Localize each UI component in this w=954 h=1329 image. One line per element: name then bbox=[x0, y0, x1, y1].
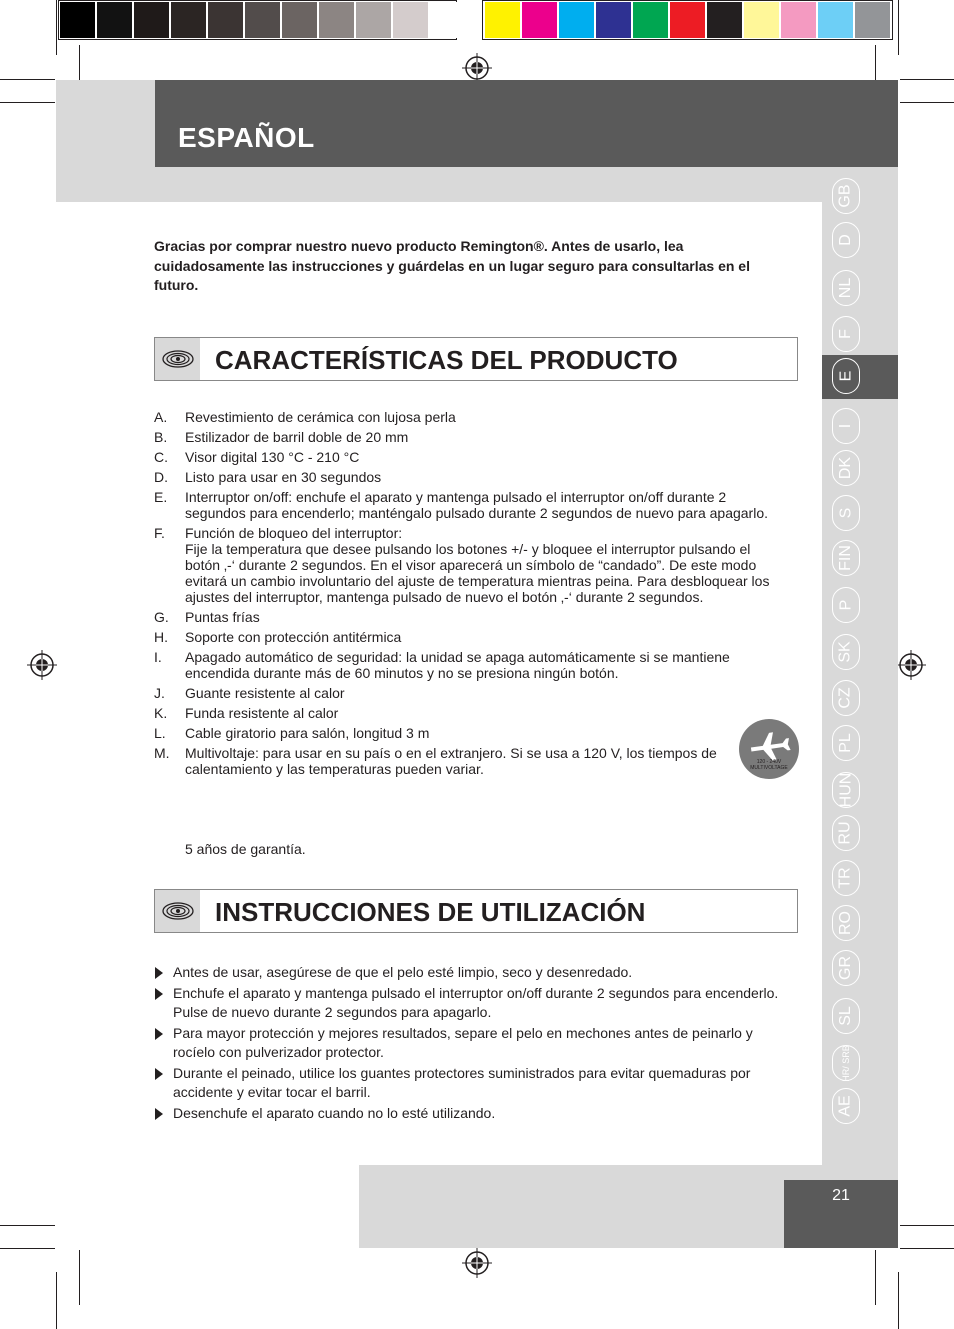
feature-text: Función de bloqueo del interruptor: Fije la temperatura que desee pulsando los botones +/- y bloquee el interruptor pulsando el botón ‚-‘ durante 2 segundos. En el visor aparecerá un símbolo de “candado”. De este modo evitará un cambio involuntario del ajuste de temperatura mientras peina. Para desbloquear los ajustes del interruptor, mantenga pulsado de nuevo el botón ‚-‘ durante 2 segundos. bbox=[185, 525, 770, 605]
language-tab-label: FIN bbox=[837, 545, 854, 571]
feature-item bbox=[154, 745, 774, 777]
language-tab-label: HUN bbox=[837, 772, 855, 808]
feature-item bbox=[154, 725, 774, 741]
language-tab-label: GR bbox=[837, 956, 854, 980]
feature-letter: A. bbox=[154, 409, 168, 425]
grey-swatch bbox=[430, 2, 465, 38]
feature-letter: L. bbox=[154, 725, 166, 741]
feature-text: Cable giratorio para salón, longitud 3 m bbox=[185, 725, 430, 741]
usage-step bbox=[155, 963, 780, 982]
features-title: CARACTERÍSTICAS DEL PRODUCTO bbox=[215, 345, 678, 375]
language-tab-label: RO bbox=[837, 911, 854, 935]
color-swatch bbox=[855, 2, 890, 38]
page-number: 21 bbox=[832, 1187, 850, 1204]
usage-step bbox=[155, 1104, 780, 1123]
bullet-arrow-icon bbox=[155, 988, 163, 1000]
language-tab-label: NL bbox=[836, 277, 854, 299]
language-tab-hun[interactable] bbox=[832, 772, 860, 808]
intro-paragraph: Gracias por comprar nuestro nuevo producto Remington®. Antes de usarlo, lea cuidadosamente las instrucciones y guárdelas en un lugar seguro para consultarlas en el futuro. bbox=[154, 238, 750, 293]
grey-swatch bbox=[97, 2, 132, 38]
grey-swatch bbox=[60, 2, 95, 38]
grey-swatch bbox=[319, 2, 354, 38]
crop-mark bbox=[898, 1272, 899, 1329]
feature-item bbox=[154, 409, 774, 425]
language-tab-label: E bbox=[836, 370, 854, 382]
language-tab-label: S bbox=[836, 507, 854, 519]
language-tab-s[interactable] bbox=[832, 495, 860, 531]
language-tab-label: SK bbox=[837, 641, 854, 663]
eye-icon bbox=[155, 338, 200, 380]
bullet-arrow-icon bbox=[155, 967, 163, 979]
grey-swatch bbox=[282, 2, 317, 38]
crop-mark bbox=[898, 0, 899, 55]
feature-item bbox=[154, 705, 774, 721]
feature-text: Estilizador de barril doble de 20 mm bbox=[185, 429, 409, 445]
language-tab-label: DK bbox=[836, 456, 854, 480]
language-tab-e[interactable] bbox=[832, 358, 860, 394]
feature-item bbox=[154, 449, 774, 465]
feature-item bbox=[154, 629, 774, 645]
feature-text: Guante resistente al calor bbox=[185, 685, 345, 701]
bullet-arrow-icon bbox=[155, 1068, 163, 1080]
crop-mark bbox=[0, 79, 55, 80]
usage-section-header bbox=[154, 889, 798, 933]
crop-mark bbox=[900, 1225, 954, 1226]
feature-letter: I. bbox=[154, 649, 162, 665]
features-list bbox=[154, 409, 774, 781]
color-swatch bbox=[670, 2, 705, 38]
usage-step bbox=[155, 984, 780, 1022]
language-tab-gr[interactable] bbox=[832, 950, 860, 986]
grey-swatch bbox=[245, 2, 280, 38]
crop-mark bbox=[56, 1272, 57, 1329]
crop-mark bbox=[79, 1250, 80, 1305]
feature-item bbox=[154, 649, 774, 681]
feature-letter: G. bbox=[154, 609, 169, 625]
language-tab-label: F bbox=[837, 329, 854, 339]
registration-target-icon bbox=[27, 650, 57, 680]
usage-step-text: Para mayor protección y mejores resultados, separe el pelo en mechones antes de peinarlo y rocíelo con pulverizador protector. bbox=[173, 1025, 753, 1060]
multivoltage-badge bbox=[739, 719, 799, 779]
language-tab-pl[interactable] bbox=[832, 725, 860, 761]
feature-text: Multivoltaje: para usar en su país o en el extranjero. Si se usa a 120 V, los tiempos de calentamiento y las temperaturas pueden variar. bbox=[185, 745, 717, 777]
language-tab-cz[interactable] bbox=[832, 680, 860, 716]
feature-text: Visor digital 130 °C - 210 °C bbox=[185, 449, 360, 465]
eye-icon bbox=[155, 890, 200, 932]
feature-item bbox=[154, 525, 774, 605]
feature-letter: C. bbox=[154, 449, 168, 465]
feature-text: Funda resistente al calor bbox=[185, 705, 339, 721]
language-tab-label: TR bbox=[836, 867, 854, 889]
crop-mark bbox=[875, 1250, 876, 1305]
grey-swatch bbox=[171, 2, 206, 38]
feature-letter: J. bbox=[154, 685, 165, 701]
feature-text: Soporte con protección antitérmica bbox=[185, 629, 402, 645]
language-tab-ru[interactable] bbox=[832, 815, 860, 851]
feature-item bbox=[154, 609, 774, 625]
color-swatch bbox=[596, 2, 631, 38]
language-tab-label: CZ bbox=[836, 687, 854, 709]
usage-step bbox=[155, 1064, 780, 1102]
language-tab-ro[interactable] bbox=[832, 905, 860, 941]
feature-letter: D. bbox=[154, 469, 168, 485]
bullet-arrow-icon bbox=[155, 1028, 163, 1040]
usage-step-text: Enchufe el aparato y mantenga pulsado el interruptor on/off durante 2 segundos para encenderlo. Pulse de nuevo durante 2 segundos para apagarlo. bbox=[173, 985, 779, 1020]
feature-text: Apagado automático de seguridad: la unidad se apaga automáticamente si se mantiene encendida durante más de 60 minutos y no se presiona ningún botón. bbox=[185, 649, 730, 681]
feature-text: Listo para usar en 30 segundos bbox=[185, 469, 382, 485]
registration-target-icon bbox=[896, 650, 926, 680]
color-swatch bbox=[633, 2, 668, 38]
language-tab-p[interactable] bbox=[832, 587, 860, 623]
language-tab-label: AE bbox=[837, 1095, 854, 1117]
language-tab-d[interactable] bbox=[832, 222, 860, 258]
usage-steps-list bbox=[155, 963, 780, 1125]
color-swatch bbox=[707, 2, 742, 38]
feature-letter: B. bbox=[154, 429, 168, 445]
language-tab-sk[interactable] bbox=[832, 634, 860, 670]
feature-text: Interruptor on/off: enchufe el aparato y mantenga pulsado el interruptor on/off durante 2 segundos para encenderlo; manténgalo pulsado durante 2 segundos de nuevo para apagarlo. bbox=[185, 489, 768, 521]
feature-text: Revestimiento de cerámica con lujosa perla bbox=[185, 409, 456, 425]
usage-step-text: Desenchufe el aparato cuando no lo esté utilizando. bbox=[173, 1105, 496, 1121]
color-swatch bbox=[744, 2, 779, 38]
grey-swatch bbox=[134, 2, 169, 38]
language-tab-f[interactable] bbox=[832, 316, 860, 352]
grey-swatch bbox=[208, 2, 243, 38]
grey-swatch bbox=[393, 2, 428, 38]
crop-mark bbox=[0, 1248, 55, 1249]
feature-letter: M. bbox=[154, 745, 170, 761]
color-swatch bbox=[522, 2, 557, 38]
feature-item bbox=[154, 429, 774, 445]
language-tab-label: P bbox=[836, 599, 854, 611]
multivoltage-label: 120 - 240V MULTIVOLTAGE bbox=[750, 759, 788, 771]
usage-step-text: Antes de usar, asegúrese de que el pelo esté limpio, seco y desenredado. bbox=[173, 964, 633, 980]
color-swatch bbox=[781, 2, 816, 38]
language-tab-ae[interactable] bbox=[832, 1088, 860, 1124]
language-tab-tr[interactable] bbox=[832, 860, 860, 896]
feature-item bbox=[154, 685, 774, 701]
features-section-header bbox=[154, 337, 798, 381]
crop-mark bbox=[0, 1225, 55, 1226]
crop-mark bbox=[900, 79, 954, 80]
language-tab-label: RU bbox=[836, 821, 854, 845]
warranty-text: 5 años de garantía. bbox=[185, 841, 306, 857]
language-tab-dk[interactable] bbox=[832, 450, 860, 486]
feature-item bbox=[154, 489, 774, 521]
language-tab-label: GB bbox=[837, 184, 854, 208]
usage-title: INSTRUCCIONES DE UTILIZACIÓN bbox=[215, 897, 646, 927]
language-tab-nl[interactable] bbox=[832, 270, 860, 306]
registration-target-icon bbox=[462, 53, 492, 83]
color-swatch bbox=[559, 2, 594, 38]
language-tab-i[interactable] bbox=[832, 408, 860, 444]
feature-item bbox=[154, 469, 774, 485]
language-tab-hrsrb[interactable] bbox=[832, 1045, 860, 1081]
bullet-arrow-icon bbox=[155, 1108, 163, 1120]
feature-letter: K. bbox=[154, 705, 168, 721]
feature-text: Puntas frías bbox=[185, 609, 260, 625]
language-tab-fin[interactable] bbox=[832, 540, 860, 576]
language-tab-label: HR/ SRB bbox=[840, 1044, 851, 1082]
crop-mark bbox=[56, 0, 57, 55]
usage-step-text: Durante el peinado, utilice los guantes protectores suministrados para evitar quemaduras por accidente y evitar tocar el barril. bbox=[173, 1065, 751, 1100]
color-swatch bbox=[818, 2, 853, 38]
crop-mark bbox=[0, 102, 55, 103]
page-title: ESPAÑOL bbox=[178, 122, 315, 153]
language-tab-label: PL bbox=[836, 733, 854, 753]
feature-letter: F. bbox=[154, 525, 165, 541]
language-tab-sl[interactable] bbox=[832, 998, 860, 1034]
grey-swatch bbox=[356, 2, 391, 38]
language-tab-label: D bbox=[837, 234, 854, 246]
feature-letter: E. bbox=[154, 489, 168, 505]
language-tab-label: I bbox=[836, 423, 854, 429]
crop-mark bbox=[900, 1248, 954, 1249]
registration-target-icon bbox=[462, 1248, 492, 1278]
feature-letter: H. bbox=[154, 629, 168, 645]
usage-step bbox=[155, 1024, 780, 1062]
language-tab-gb[interactable] bbox=[832, 178, 860, 214]
crop-mark bbox=[900, 102, 954, 103]
color-swatch bbox=[485, 2, 520, 38]
language-tab-label: SL bbox=[836, 1006, 854, 1026]
